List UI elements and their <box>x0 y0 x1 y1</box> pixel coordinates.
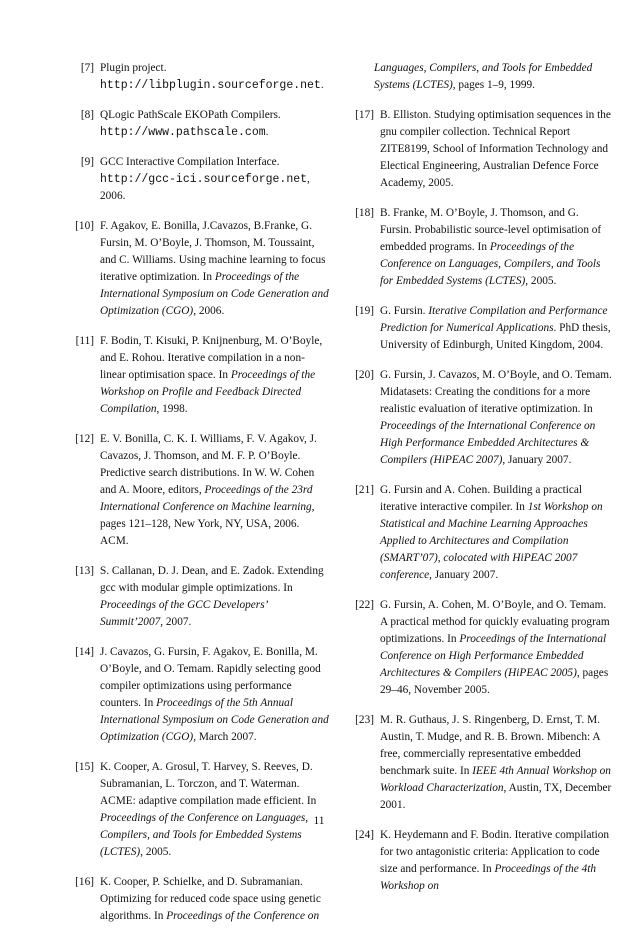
reference-body <box>100 218 330 320</box>
reference-text: , 1998. <box>156 403 188 415</box>
reference-entry <box>340 712 612 814</box>
reference-body <box>380 107 612 192</box>
reference-number: [13] <box>75 565 94 577</box>
reference-text: K. Cooper, A. Grosul, T. Harvey, S. Reeves, D. Subramanian, L. Torczon, and T. Waterman. ACME: adaptive compilation made efficient. In <box>100 761 317 807</box>
reference-venue: Proceedings of the GCC Developers’ Summit’2007 <box>100 599 268 628</box>
reference-number: [10] <box>75 220 94 232</box>
reference-number: [24] <box>355 829 374 841</box>
reference-entry <box>60 154 330 205</box>
reference-text: K. Cooper, P. Schielke, and D. Subramanian. Optimizing for reduced code space using genetic algorithms. In <box>100 876 321 922</box>
reference-venue: IEEE 4th Annual Workshop on Workload Characterization <box>380 765 611 794</box>
reference-venue: Proceedings of the 5th Annual International Symposium on Code Generation and Optimization (CGO) <box>100 697 329 743</box>
reference-number: [7] <box>80 62 94 74</box>
references-left-column <box>60 60 330 938</box>
reference-entry <box>60 218 330 320</box>
reference-number: [12] <box>75 433 94 445</box>
reference-text: G. Fursin, J. Cavazos, M. O’Boyle, and O. Temam. Midatasets: Creating the conditions for a more realistic evaluation of iterative optimization. In <box>380 369 612 415</box>
reference-venue: Proceedings of the Conference on Languages, Compilers, and Tools for Embedded Systems (LCTES) <box>380 241 601 287</box>
reference-entry <box>60 563 330 631</box>
reference-text: , January 2007. <box>502 454 572 466</box>
reference-entry <box>60 431 330 550</box>
reference-continuation <box>340 60 612 94</box>
reference-body <box>380 597 612 699</box>
reference-body <box>380 205 612 290</box>
reference-text: M. R. Guthaus, J. S. Ringenberg, D. Ernst, T. M. Austin, T. Mudge, and R. B. Brown. Mibench: A free, commercially representative embedded benchmark suite. In <box>380 714 600 777</box>
reference-body <box>380 367 612 469</box>
page-number: 11 <box>313 815 325 827</box>
references-right-column <box>340 60 612 908</box>
reference-number: [21] <box>355 484 374 496</box>
reference-number: [18] <box>355 207 374 219</box>
reference-body <box>100 60 330 94</box>
reference-entry <box>340 367 612 469</box>
reference-text: QLogic PathScale EKOPath Compilers. <box>100 109 281 121</box>
reference-number: [22] <box>355 599 374 611</box>
reference-text: , Austin, TX, December 2001. <box>380 782 612 811</box>
reference-text: E. V. Bonilla, C. K. I. Williams, F. V. Agakov, J. Cavazos, J. Thomson, and M. F. P. O’Boyle. Predictive search distributions. In W. W. Cohen and A. Moore, editors, <box>100 433 317 496</box>
reference-entry <box>340 107 612 192</box>
reference-text: , March 2007. <box>193 731 257 743</box>
reference-venue: Proceedings of the Conference on <box>166 910 320 922</box>
reference-venue: Proceedings of the International Conference on High Performance Embedded Architectures & Compilers (HiPEAC 2005) <box>380 633 607 679</box>
reference-entry <box>340 205 612 290</box>
reference-number: [19] <box>355 305 374 317</box>
reference-text: K. Heydemann and F. Bodin. Iterative compilation for two antagonistic criteria: Application to code size and performance. In <box>380 829 610 875</box>
reference-number: [16] <box>75 876 94 888</box>
reference-text: Plugin project. <box>100 62 167 74</box>
reference-venue: Proceedings of the 23rd International Conference on Machine learning <box>100 484 313 513</box>
reference-text: . <box>320 79 324 91</box>
reference-text: GCC Interactive Compilation Interface. <box>100 156 280 168</box>
reference-venue: Proceedings of the International Symposium on Code Generation and Optimization (CGO) <box>100 271 329 317</box>
reference-number: [11] <box>75 335 94 347</box>
reference-text: B. Franke, M. O’Boyle, J. Thomson, and G. Fursin. Probabilistic source-level optimisation of embedded programs. In <box>380 207 602 253</box>
reference-venue: Proceedings of the International Conference on High Performance Embedded Architectures & Compilers (HiPEAC 2007) <box>380 420 596 466</box>
reference-number: [9] <box>80 156 94 168</box>
reference-text: F. Agakov, E. Bonilla, J.Cavazos, B.Franke, G. Fursin, M. O’Boyle, J. Thomson, M. Toussaint, and C. Williams. Using machine learning to focus iterative optimization. In <box>100 220 326 283</box>
reference-text: . PhD thesis, University of Edinburgh, United Kingdom, 2004. <box>380 322 611 351</box>
reference-entry <box>340 482 612 584</box>
reference-text: S. Callanan, D. J. Dean, and E. Zadok. Extending gcc with modular gimple optimizations. In <box>100 565 324 594</box>
reference-body <box>100 759 330 861</box>
reference-number: [14] <box>75 646 94 658</box>
reference-body <box>100 154 330 205</box>
reference-body <box>100 107 330 141</box>
reference-number: [20] <box>355 369 374 381</box>
reference-text: , 2005. <box>525 275 557 287</box>
reference-text: G. Fursin and A. Cohen. Building a practical iterative interactive compiler. In <box>380 484 583 513</box>
reference-venue: Proceedings of the 4th Workshop on <box>380 863 597 892</box>
reference-entry <box>60 333 330 418</box>
reference-body <box>100 874 330 925</box>
reference-venue: Iterative Compilation and Performance Prediction for Numerical Applications <box>380 305 608 334</box>
reference-venue: 1st Workshop on Statistical and Machine Learning Approaches Applied to Architectures and Compilation (SMART’07), colocated with HiPEAC 2007 conference <box>380 501 603 581</box>
reference-body <box>380 482 612 584</box>
reference-venue: Languages, Compilers, and Tools for Embedded Systems (LCTES) <box>374 62 593 91</box>
reference-text: , pages 1–9, 1999. <box>452 79 535 91</box>
reference-body <box>380 712 612 814</box>
reference-venue: Proceedings of the Conference on Languages, Compilers, and Tools for Embedded Systems (LCTES) <box>100 812 309 858</box>
reference-entry <box>60 107 330 141</box>
reference-text: , pages 29–46, November 2005. <box>380 667 609 696</box>
reference-text: B. Elliston. Studying optimisation sequences in the gnu compiler collection. Technical Report ZITE8199, School of Information Technology and Electical Engineering, Australian Defence Force Academy, 2005. <box>380 109 611 189</box>
reference-text: G. Fursin, A. Cohen, M. O’Boyle, and O. Temam. A practical method for quickly evaluating program optimizations. In <box>380 599 610 645</box>
reference-venue: Proceedings of the Workshop on Profile and Feedback Directed Compilation <box>100 369 316 415</box>
reference-body <box>100 563 330 631</box>
reference-entry <box>60 644 330 746</box>
reference-url: http://gcc-ici.sourceforge.net <box>100 173 308 186</box>
reference-entry <box>340 303 612 354</box>
reference-text: , 2006. <box>100 173 310 202</box>
reference-url: http://libplugin.sourceforge.net <box>100 79 321 92</box>
reference-body <box>100 431 330 550</box>
reference-entry <box>340 597 612 699</box>
reference-body <box>380 303 612 354</box>
reference-number: [15] <box>75 761 94 773</box>
reference-text: J. Cavazos, G. Fursin, F. Agakov, E. Bonilla, M. O’Boyle, and O. Temam. Rapidly selecting good compiler optimizations using performance counters. In <box>100 646 321 709</box>
reference-body <box>100 644 330 746</box>
reference-text: , pages 121–128, New York, NY, USA, 2006. ACM. <box>100 501 315 547</box>
reference-text: F. Bodin, T. Kisuki, P. Knijnenburg, M. O’Boyle, and E. Rohou. Iterative compilation in a non-linear optimisation space. In <box>100 335 323 381</box>
reference-text: . <box>265 126 269 138</box>
reference-text: , January 2007. <box>429 569 499 581</box>
reference-text: , 2006. <box>193 305 225 317</box>
reference-number: [23] <box>355 714 374 726</box>
reference-body <box>100 333 330 418</box>
reference-entry <box>60 874 330 925</box>
reference-entry <box>60 759 330 861</box>
reference-number: [8] <box>80 109 94 121</box>
reference-text: G. Fursin. <box>380 305 429 317</box>
reference-url: http://www.pathscale.com <box>100 126 266 139</box>
reference-entry <box>340 827 612 895</box>
reference-entry <box>60 60 330 94</box>
reference-body <box>380 827 612 895</box>
reference-number: [17] <box>355 109 374 121</box>
reference-text: , 2007. <box>160 616 192 628</box>
reference-text: , 2005. <box>140 846 172 858</box>
